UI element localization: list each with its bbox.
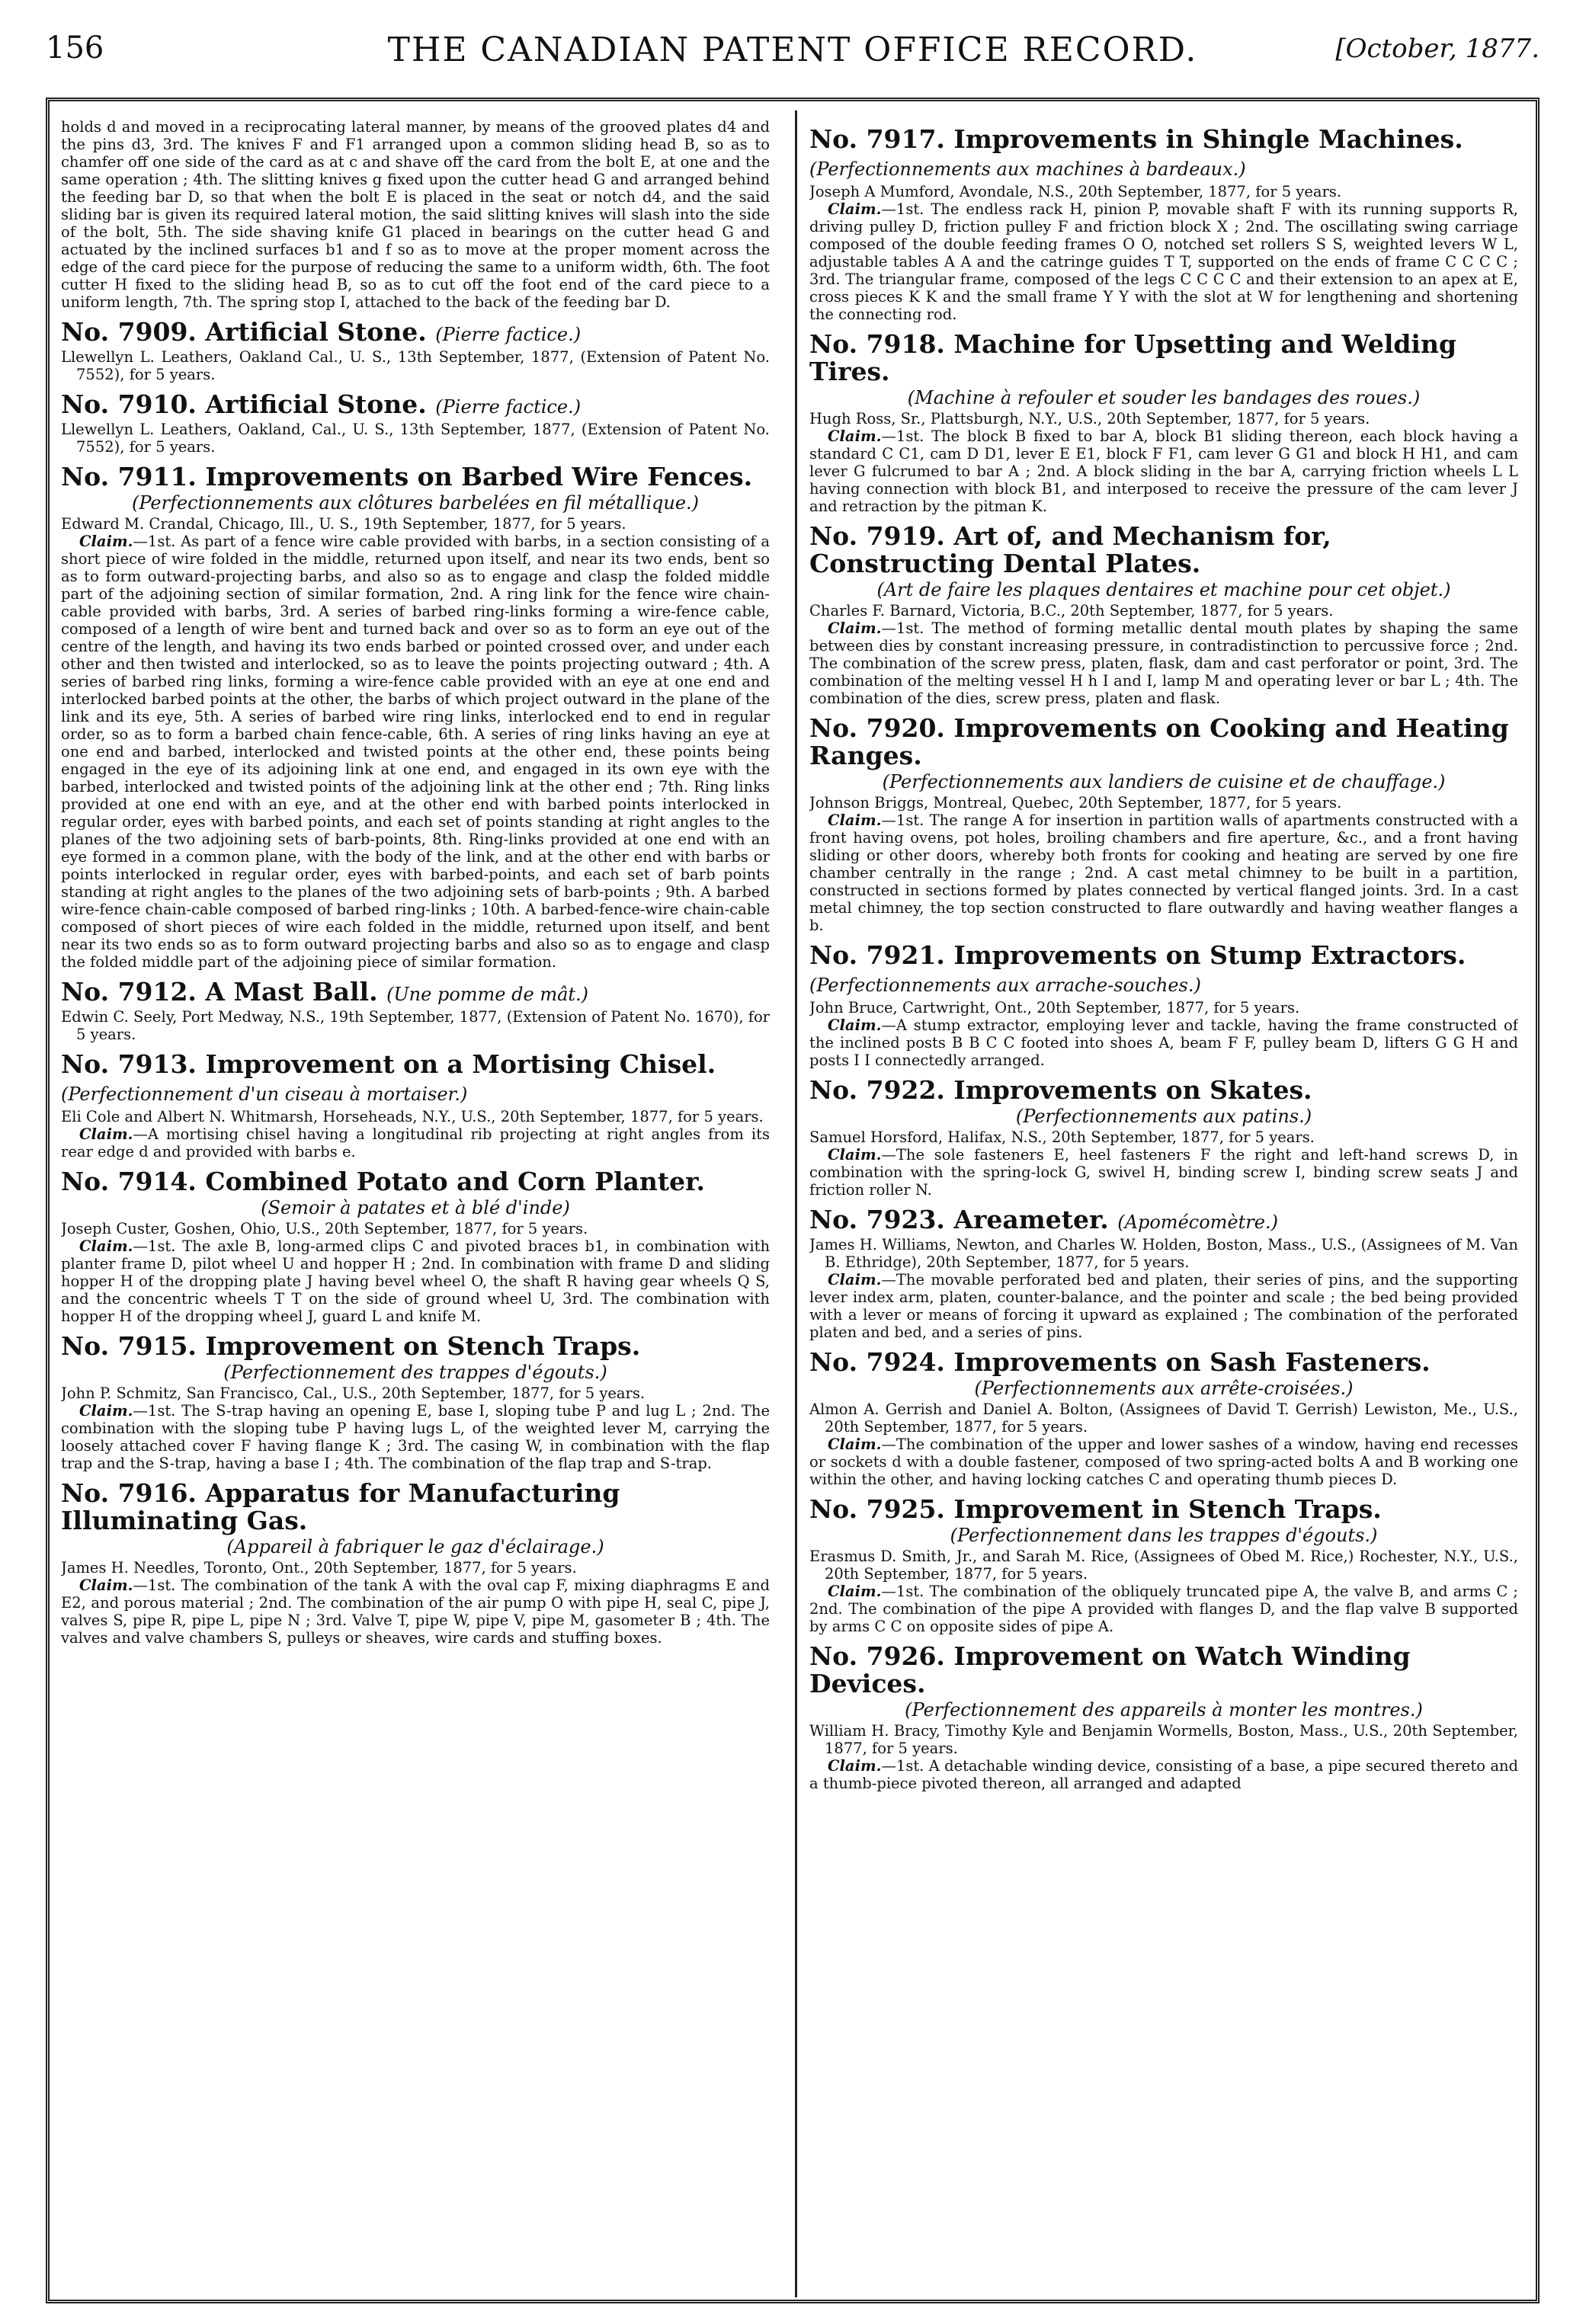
patent-number: No. 7918. <box>809 329 945 359</box>
column-divider <box>795 110 797 2297</box>
issue-date: [October, 1877. <box>1335 34 1540 64</box>
patent-number: No. 7925. <box>809 1494 945 1524</box>
patent-french-title: (Perfectionnements aux arrête-croisées.) <box>974 1378 1354 1399</box>
patent-inventor: Llewellyn L. Leathers, Oakland Cal., U. S., 13th September, 1877, (Extension of Patent No. 7552), for 5 years. <box>61 348 770 383</box>
claim-label: Claim. <box>79 1577 133 1594</box>
patent-french-title: (Apomécomètre.) <box>1117 1212 1278 1233</box>
claim-text: —The movable perforated bed and platen, their series of pins, and the supporting lever index arm, platen, counter-balance, and the pointer and scale ; the bed being provided with a lever or means of forcing it upward as explained ; The combination of the perforated platen and bed, and a series of pins. <box>809 1271 1518 1341</box>
patent-entry <box>61 1051 770 1160</box>
patent-title: Improvement on Watch Winding Devices. <box>809 1641 1411 1698</box>
patent-title: Combined Potato and Corn Planter. <box>205 1167 705 1196</box>
patent-heading <box>61 1480 770 1535</box>
patent-title: Improvement in Stench Traps. <box>953 1494 1382 1524</box>
patent-number: No. 7926. <box>809 1641 945 1671</box>
patent-heading <box>809 1077 1518 1104</box>
patent-entry <box>809 331 1518 515</box>
patent-number: No. 7921. <box>809 940 945 970</box>
patent-inventor: Edward M. Crandal, Chicago, Ill., U. S., 19th September, 1877, for 5 years. <box>61 515 626 533</box>
patent-claim <box>809 1583 1518 1635</box>
patent-inventor: John Bruce, Cartwright, Ont., 20th September, 1877, for 5 years. <box>809 999 1300 1016</box>
journal-title: THE CANADIAN PATENT OFFICE RECORD. <box>387 30 1198 69</box>
patent-heading <box>809 126 1518 183</box>
patent-entry <box>809 1349 1518 1488</box>
patent-inventor: Almon A. Gerrish and Daniel A. Bolton, (Assignees of David T. Gerrish) Lewiston, Me., U.S., 20th September, 1877, for 5 years. <box>809 1400 1518 1436</box>
claim-label: Claim. <box>828 1016 882 1034</box>
patent-heading <box>61 391 770 421</box>
patent-inventor: Erasmus D. Smith, Jr., and Sarah M. Rice, (Assignees of Obed M. Rice,) Rochester, N.Y., U.S., 20th September, 1877, for 5 years. <box>809 1548 1518 1583</box>
patent-claim <box>809 1271 1518 1341</box>
claim-text: —The sole fasteners E, heel fasteners F the right and left-hand screws D, in combination with the spring-lock G, swivel H, binding screw I, binding screw seats J and friction roller N. <box>809 1146 1518 1199</box>
patent-heading <box>61 1333 770 1360</box>
patent-claim <box>809 1146 1518 1199</box>
patent-inventor: James H. Needles, Toronto, Ont., 20th September, 1877, for 5 years. <box>61 1559 577 1577</box>
claim-label: Claim. <box>828 1146 882 1164</box>
patent-inventor: Joseph A Mumford, Avondale, N.S., 20th September, 1877, for 5 years. <box>809 183 1342 200</box>
patent-french-title: (Perfectionnements aux clôtures barbelées en fil métallique.) <box>131 492 700 514</box>
claim-text: —1st. The S-trap having an opening E, base I, sloping tube P and lug L ; 2nd. The combination with the sloping tube P having lugs L, of the weighted lever M, carrying the loosely attached cover F having flange K ; 3rd. The casing W, in combination with the flap trap and the S-trap, having a base I ; 4th. The combination of the flap trap and S-trap. <box>61 1402 770 1472</box>
claim-label: Claim. <box>79 533 133 550</box>
claim-label: Claim. <box>828 200 882 218</box>
patent-inventor: Llewellyn L. Leathers, Oakland, Cal., U. S., 13th September, 1877, (Extension of Patent No. 7552), for 5 years. <box>61 421 770 456</box>
patent-inventor: Eli Cole and Albert N. Whitmarsh, Horseheads, N.Y., U.S., 20th September, 1877, for 5 years. <box>61 1108 764 1125</box>
patent-claim <box>809 1016 1518 1069</box>
patent-french-title: (Perfectionnement des appareils à monter les montres.) <box>905 1699 1423 1721</box>
continuation-text: holds d and moved in a reciprocating lateral manner, by means of the grooved plates d4 and the pins d3, 3rd. The knives F and F1 arranged upon a common sliding head B, so as to chamfer off one side of the card as at c and shave off the card from the bolt E, at one and the same operation ; 4th. The slitting knives g fixed upon the cutter head G and arranged behind the feeding bar D, so that when the bolt E is placed in the seat or notch d4, and the said sliding bar is given its required lateral motion, the said slitting knives will slash into the side of the bolt, 5th. The side shaving knife G1 placed in bearings on the cutter head G and actuated by the inclined surfaces b1 and f so as to move at the proper moment across the edge of the card piece for the purpose of reducing the same to a uniform width, 6th. The foot cutter H fixed to the sliding head B, so as to cut off the foot end of the card piece to a uniform length, 7th. The spring stop I, attached to the back of the feeding bar D. <box>61 118 770 311</box>
patent-entry <box>61 978 770 1043</box>
patent-french-title: (Perfectionnement des trappes d'égouts.) <box>223 1362 607 1383</box>
claim-text: —A stump extractor, employing lever and tackle, having the frame constructed of the inclined posts B B C C footed into shoes A, beam F F, pulley beam D, lifters G G H and posts I I connectedly arranged. <box>809 1016 1518 1069</box>
patent-title: Artificial Stone. <box>205 389 427 419</box>
patent-heading <box>809 715 1518 770</box>
claim-label: Claim. <box>828 619 882 637</box>
claim-text: —1st. The combination of the obliquely truncated pipe A, the valve B, and arms C ; 2nd. The combination of the pipe A provided with flanges D, and the flap valve B supported by arms C C on opposite sides of pipe A. <box>809 1583 1518 1635</box>
claim-text: —1st. The method of forming metallic dental mouth plates by shaping the same between dies by constant increasing pressure, in contradistinction to percussive force ; 2nd. The combination of the screw press, platen, flask, dam and cast perforator or point, 3rd. The combination of the melting vessel H h I and I, lamp M and operating lever or bar L ; 4th. The combination of the dies, screw press, platen and flask. <box>809 619 1518 707</box>
patent-title: Art of, and Mechanism for, Constructing Dental Plates. <box>809 521 1331 578</box>
patent-number: No. 7909. <box>61 317 197 347</box>
patent-number: No. 7911. <box>61 462 197 491</box>
patent-french-title: (Perfectionnements aux arrache-souches.) <box>809 975 1201 996</box>
patent-french-title: (Pierre factice.) <box>435 396 582 418</box>
patent-inventor: Hugh Ross, Sr., Plattsburgh, N.Y., U.S., 20th September, 1877, for 5 years. <box>809 410 1370 427</box>
patent-title: Improvements on Barbed Wire Fences. <box>205 462 753 491</box>
patent-entry <box>61 391 770 456</box>
patent-entry <box>61 1168 770 1325</box>
patent-inventor: Edwin C. Seely, Port Medway, N.S., 19th September, 1877, (Extension of Patent No. 1670), for 5 years. <box>61 1008 770 1043</box>
patent-title: Apparatus for Manufacturing Illuminating Gas. <box>61 1478 620 1535</box>
patent-french-title: (Pierre factice.) <box>435 324 582 345</box>
patent-title: Improvement on a Mortising Chisel. <box>205 1049 716 1079</box>
patent-entry <box>809 126 1518 323</box>
patent-title: Areameter. <box>953 1205 1109 1234</box>
claim-text: —1st. The block B fixed to bar A, block B1 sliding thereon, each block having a standard C C1, cam D D1, lever E E1, block F F1, cam lever G G1 and block H H1, and cam lever G fulcrumed to bar A ; 2nd. A block sliding in the bar A, carrying friction wheels L L having connection with block B1, and interposed to receive the pressure of the cam lever J and retraction by the pitman K. <box>809 427 1518 515</box>
patent-entry <box>809 1643 1518 1792</box>
patent-heading <box>809 1349 1518 1376</box>
patent-heading <box>61 978 770 1008</box>
right-column <box>809 118 1518 2290</box>
claim-label: Claim. <box>828 811 882 829</box>
patent-entry <box>809 1077 1518 1199</box>
patent-number: No. 7924. <box>809 1347 945 1377</box>
patent-title: Machine for Upsetting and Welding Tires. <box>809 329 1457 386</box>
patent-entry <box>809 1206 1518 1341</box>
patent-claim <box>809 1436 1518 1488</box>
patent-inventor: John P. Schmitz, San Francisco, Cal., U.S., 20th September, 1877, for 5 years. <box>61 1384 646 1402</box>
patent-title: Improvements on Skates. <box>953 1075 1312 1105</box>
patent-claim <box>61 1237 770 1325</box>
patent-claim <box>61 1577 770 1647</box>
patent-claim <box>809 427 1518 515</box>
patent-number: No. 7917. <box>809 124 945 154</box>
patent-heading <box>61 463 770 491</box>
patent-french-title: (Perfectionnements aux patins.) <box>1015 1106 1312 1127</box>
patent-number: No. 7915. <box>61 1331 197 1361</box>
claim-text: —1st. As part of a fence wire cable provided with barbs, in a section consisting of a short piece of wire folded in the middle, returned upon itself, and near its two ends, bent so as to form outward-projecting barbs, and also so as to engage and clasp the folded middle part of the adjoining section of similar formation, 2nd. A ring link for the fence wire chain-cable provided with barbs, 3rd. A series of barbed ring-links forming a wire-fence cable, composed of a length of wire bent and turned back and over so as to form an eye out of the centre of the length, and having its two ends barbed or pointed crossed over, and under each other and then twisted and interlocked, so as to leave the points projecting outward ; 4th. A series of barbed ring links, forming a wire-fence cable provided with an eye at one end and interlocked barbed points at the other, the barbs of which project outward in the plane of the link and its eye, 5th. A series of barbed wire ring links, interlocked end to end in regular order, so as to form a barbed chain fence-cable, 6th. A series of ring links having an eye at one end and barbed, interlocked and twisted points at the other end, these points being engaged in the eye of its adjoining link at one end, and engaged in its own eye with the barbed, interlocked and twisted points of the adjoining link at the other end ; 7th. Ring links provided at one end with an eye, and at the other end with barbed points interlocked in regular order, eyes with barbed points, and each set of points standing at right angles to the planes of the two adjoining sets of barb-points, 8th. Ring-links provided at one end with an eye formed in a common plane, with the body of the link, and at the other end with barbs or points interlocked in regular order, eyes with barbed-points, and each set of barb points standing at right angles to the planes of the two adjoining sets of barb-points ; 9th. A barbed wire-fence chain-cable composed of barbed ring-links ; 10th. A barbed-fence-wire chain-cable composed of short pieces of wire each folded in the middle, returned upon itself, and bent near its two ends so as to form outward projecting barbs and also so as to engage and clasp the folded middle part of the adjoining piece of similar formation. <box>61 533 770 971</box>
patent-claim <box>61 533 770 971</box>
claim-label: Claim. <box>79 1237 133 1255</box>
patent-entry <box>809 1496 1518 1635</box>
claim-text: —1st. A detachable winding device, consisting of a base, a pipe secured thereto and a thumb-piece pivoted thereon, all arranged and adapted <box>809 1757 1518 1792</box>
patent-inventor: Samuel Horsford, Halifax, N.S., 20th September, 1877, for 5 years. <box>809 1128 1315 1146</box>
patent-heading <box>809 942 1518 999</box>
patent-entry <box>61 1333 770 1472</box>
claim-text: —1st. The axle B, long-armed clips C and pivoted braces b1, in combination with planter frame D, pilot wheel U and hopper H ; 2nd. In combination with frame D and sliding hopper H of the dropping plate J having bevel wheel O, the shaft R having gear wheels Q S, and the concentric wheels T T on the side of ground wheel U, 3rd. The combination with hopper H of the dropping wheel J, guard L and knife M. <box>61 1237 770 1325</box>
patent-heading <box>809 1496 1518 1523</box>
claim-label: Claim. <box>828 427 882 445</box>
patent-entry <box>809 942 1518 1069</box>
patent-french-title: (Perfectionnement dans les trappes d'égouts.) <box>950 1525 1378 1546</box>
claim-label: Claim. <box>828 1757 882 1775</box>
claim-label: Claim. <box>79 1402 133 1420</box>
patent-heading <box>809 523 1518 578</box>
patent-title: Improvements in Shingle Machines. <box>953 124 1463 154</box>
patent-title: Improvements on Sash Fasteners. <box>953 1347 1431 1377</box>
claim-label: Claim. <box>828 1583 882 1600</box>
patent-french-title: (Semoir à patates et à blé d'inde) <box>261 1197 570 1218</box>
patent-entry <box>61 1480 770 1647</box>
patent-entry <box>61 319 770 383</box>
patent-french-title: (Perfectionnements aux landiers de cuisine et de chauffage.) <box>882 771 1446 792</box>
patent-number: No. 7914. <box>61 1167 197 1196</box>
patent-french-title: (Machine à refouler et souder les bandages des roues.) <box>907 387 1421 408</box>
patent-claim <box>809 200 1518 323</box>
patent-entry <box>809 523 1518 707</box>
patent-number: No. 7923. <box>809 1205 945 1234</box>
claim-text: —1st. The range A for insertion in partition walls of apartments constructed with a front having ovens, pot holes, broiling chambers and fire aperture, &c., and a front having sliding or other doors, whereby both fronts for cooking and heating are served by one fire chamber centrally in the range ; 2nd. A cast metal chimney to be built in a partition, constructed in sections formed by plates connected by vertical flanged joints. 3rd. In a cast metal chimney, the top section constructed to flare outwardly and having weather flanges a b. <box>809 811 1518 934</box>
patent-number: No. 7919. <box>809 521 945 551</box>
patent-claim <box>809 1757 1518 1792</box>
patent-french-title: (Une pomme de mât.) <box>386 984 589 1005</box>
claim-text: —1st. The combination of the tank A with the oval cap F, mixing diaphragms E and E2, and porous material ; 2nd. The combination of the air pump O with pipe H, seal C, pipe J, valves S, pipe R, pipe L, pipe N ; 3rd. Valve T, pipe W, pipe V, pipe M, gasometer B ; 4th. The valves and valve chambers S, pulleys or sheaves, wire cards and stuffing boxes. <box>61 1577 770 1647</box>
patent-title: A Mast Ball. <box>205 977 378 1007</box>
patent-number: No. 7920. <box>809 713 945 743</box>
page-number: 156 <box>46 30 104 66</box>
patent-entry <box>61 463 770 971</box>
patent-inventor: Charles F. Barnard, Victoria, B.C., 20th September, 1877, for 5 years. <box>809 602 1334 619</box>
patent-inventor: William H. Bracy, Timothy Kyle and Benjamin Wormells, Boston, Mass., U.S., 20th September, 1877, for 5 years. <box>809 1722 1518 1757</box>
patent-heading <box>809 331 1518 386</box>
claim-text: —The combination of the upper and lower sashes of a window, having end recesses or sockets d with a double fastener, composed of two spring-acted bolts A and B working one within the other, and having locking catches C and operating thumb pieces D. <box>809 1436 1518 1488</box>
patent-title: Artificial Stone. <box>205 317 427 347</box>
patent-title: Improvements on Stump Extractors. <box>953 940 1466 970</box>
patent-inventor: James H. Williams, Newton, and Charles W. Holden, Boston, Mass., U.S., (Assignees of M. Van B. Ethridge), 20th September, 1877, for 5 years. <box>809 1236 1518 1271</box>
patent-french-title: (Appareil à fabriquer le gaz d'éclairage.) <box>226 1536 604 1557</box>
patent-french-title: (Art de faire les plaques dentaires et machine pour cet objet.) <box>876 579 1451 600</box>
patent-number: No. 7910. <box>61 389 197 419</box>
patent-inventor: Johnson Briggs, Montreal, Quebec, 20th September, 1877, for 5 years. <box>809 794 1342 811</box>
claim-text: —1st. The endless rack H, pinion P, movable shaft F with its running supports R, driving pulley D, friction pulley F and friction block X ; 2nd. The oscillating swing carriage composed of the double feeding frames O O, notched set rollers S S, weighted levers W L, adjustable tables A A and the catringe guides T T, supported on the ends of frame C C C C ; 3rd. The triangular frame, composed of the legs C C C C and their extension to an apex at E, cross pieces K K and the small frame Y Y with the slot at W for lengthening and shortening the connecting rod. <box>809 200 1518 323</box>
patent-heading <box>809 1206 1518 1236</box>
page-header <box>46 30 1540 91</box>
claim-label: Claim. <box>828 1436 882 1453</box>
patent-title: Improvements on Cooking and Heating Ranges. <box>809 713 1509 770</box>
patent-number: No. 7922. <box>809 1075 945 1105</box>
patent-title: Improvement on Stench Traps. <box>205 1331 641 1361</box>
patent-claim <box>809 811 1518 934</box>
left-column <box>61 118 770 2290</box>
patent-number: No. 7912. <box>61 977 197 1007</box>
patent-claim <box>809 619 1518 707</box>
patent-inventor: Joseph Custer, Goshen, Ohio, U.S., 20th September, 1877, for 5 years. <box>61 1220 588 1237</box>
patent-entry <box>809 715 1518 934</box>
patent-heading <box>809 1643 1518 1698</box>
patent-number: No. 7913. <box>61 1049 197 1079</box>
claim-label: Claim. <box>828 1271 882 1288</box>
patent-french-title: (Perfectionnement d'un ciseau à mortaiser.) <box>61 1084 468 1105</box>
patent-heading <box>61 319 770 348</box>
patent-heading <box>61 1051 770 1108</box>
claim-text: —A mortising chisel having a longitudinal rib projecting at right angles from its rear edge d and provided with barbs e. <box>61 1125 770 1160</box>
patent-french-title: (Perfectionnements aux machines à bardeaux.) <box>809 158 1246 180</box>
patent-heading <box>61 1168 770 1196</box>
patent-claim <box>61 1402 770 1472</box>
patent-number: No. 7916. <box>61 1478 197 1508</box>
claim-label: Claim. <box>79 1125 133 1143</box>
patent-claim <box>61 1125 770 1160</box>
